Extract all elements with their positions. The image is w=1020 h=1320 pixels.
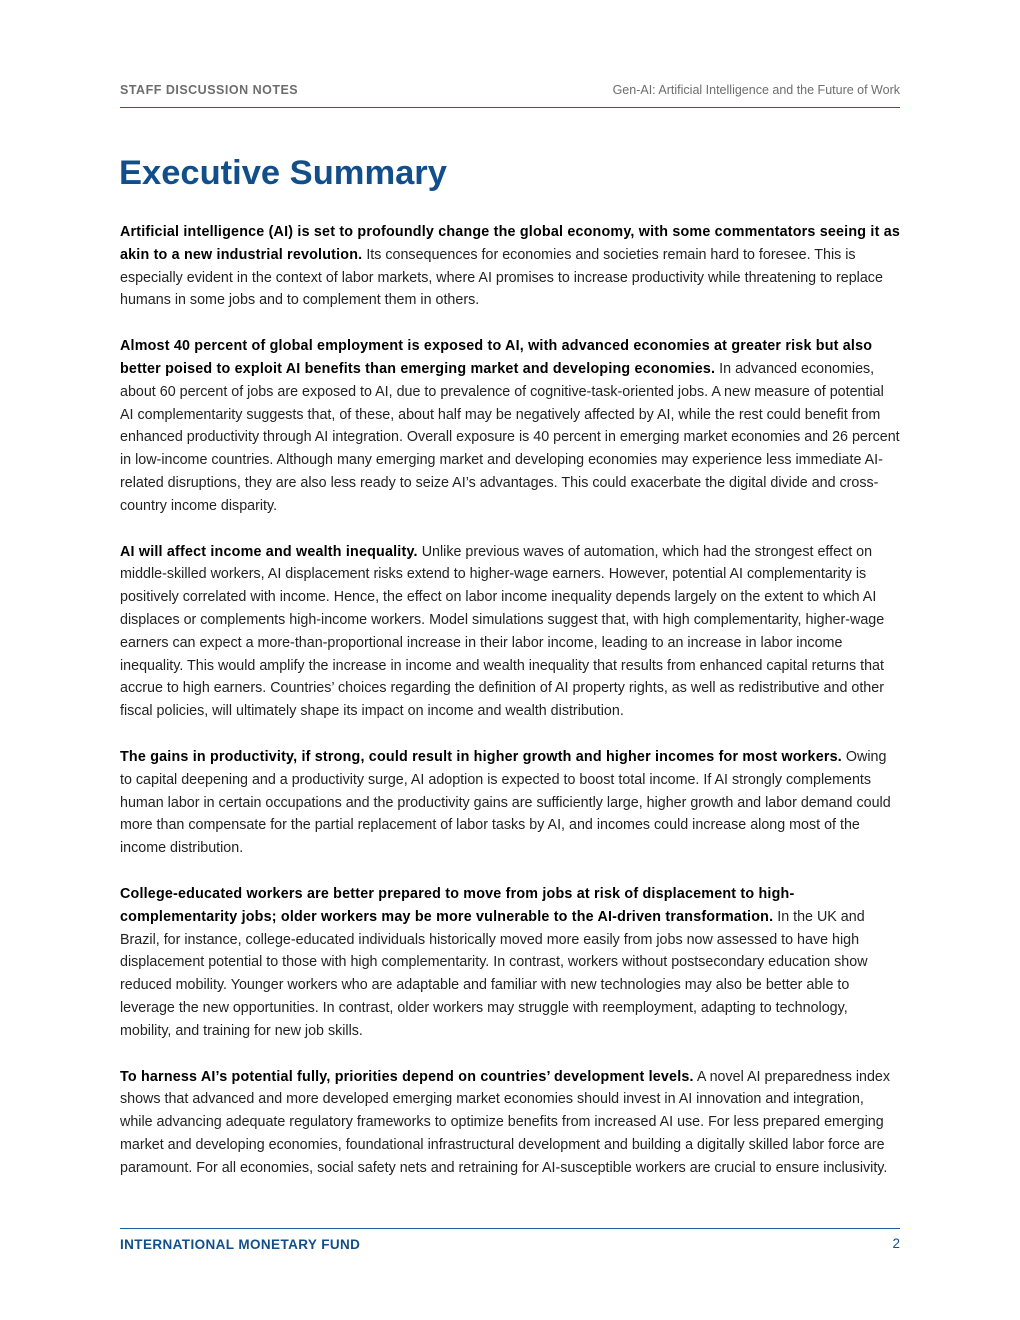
header-document-title: Gen-AI: Artificial Intelligence and the Future of Work bbox=[612, 83, 900, 97]
footer-divider bbox=[120, 1228, 900, 1229]
paragraph-text: In the UK and Brazil, for instance, college-educated individuals historically moved more easily from jobs now assessed to have high displacement potential to those with high complementarity. In contrast, workers without postsecondary education show reduced mobility. Younger workers who are adaptable and familiar with new technologies may also be better able to leverage the new opportunities. In contrast, older workers may struggle with reemployment, adapting to technology, mobility, and training for new job skills. bbox=[120, 908, 868, 1039]
paragraph-priorities bbox=[120, 1066, 900, 1180]
paragraph-lead: Almost 40 percent of global employment is exposed to AI, with advanced economies at greater risk but also better poised to exploit AI benefits than emerging market and developing economies. bbox=[120, 338, 873, 377]
page-header bbox=[120, 83, 900, 108]
paragraph-productivity-gains bbox=[120, 746, 900, 860]
paragraph-ai-global-economy bbox=[120, 221, 900, 312]
paragraph-text: Its consequences for economies and societies remain hard to foresee. This is especially evident in the context of labor markets, where AI promises to increase productivity while threatening to replace humans in some jobs and to complement them in others. bbox=[120, 246, 883, 309]
footer-organization: INTERNATIONAL MONETARY FUND bbox=[120, 1237, 361, 1252]
paragraph-text: Unlike previous waves of automation, which had the strongest effect on middle-skilled workers, AI displacement risks extend to higher-wage earners. However, potential AI complementarity is positively correlated with income. Hence, the effect on labor income inequality depends largely on the extent to which AI displaces or complements high-income workers. Model simulations suggest that, with high complementarity, higher-wage earners can expect a more-than-proportional increase in their labor income, leading to an increase in labor income inequality. This would amplify the increase in income and wealth inequality that results from enhanced capital returns that accrue to high earners. Countries’ choices regarding the definition of AI property rights, as well as redistributive and other fiscal policies, will ultimately shape its impact on income and wealth distribution. bbox=[120, 543, 885, 720]
paragraph-lead: AI will affect income and wealth inequality. bbox=[120, 543, 418, 560]
paragraph-text: Owing to capital deepening and a productivity surge, AI adoption is expected to boost total income. If AI strongly complements human labor in certain occupations and the productivity gains are sufficiently large, higher growth and labor demand could more than compensate for the partial replacement of labor tasks by AI, and incomes could increase along most of the income distribution. bbox=[120, 748, 891, 857]
paragraph-text: In advanced economies, about 60 percent of jobs are exposed to AI, due to prevalence of cognitive-task-oriented jobs. A new measure of potential AI complementarity suggests that, of these, about half may be negatively affected by AI, while the rest could benefit from enhanced productivity through AI integration. Overall exposure is 40 percent in emerging market economies and 26 percent in low-income countries. Although many emerging market and developing economies may experience less immediate AI-related disruptions, they are also less ready to seize AI’s advantages. This could exacerbate the digital divide and cross-country income disparity. bbox=[120, 360, 900, 514]
paragraph-lead: To harness AI’s potential fully, priorities depend on countries’ development levels. bbox=[120, 1068, 694, 1085]
paragraph-lead: The gains in productivity, if strong, could result in higher growth and higher incomes for most workers. bbox=[120, 748, 842, 765]
summary-body bbox=[120, 221, 900, 1202]
page-number: 2 bbox=[892, 1236, 900, 1251]
header-series-label: STAFF DISCUSSION NOTES bbox=[120, 83, 299, 97]
paragraph-worker-mobility bbox=[120, 883, 900, 1043]
paragraph-inequality bbox=[120, 541, 900, 723]
paragraph-global-exposure bbox=[120, 335, 900, 517]
paragraph-text: A novel AI preparedness index shows that advanced and more developed emerging market economies should invest in AI innovation and integration, while advancing adequate regulatory frameworks to optimize benefits from increased AI use. For less prepared emerging market and developing economies, foundational infrastructural development and building a digitally skilled labor force are paramount. For all economies, social safety nets and retraining for AI-susceptible workers are crucial to ensure inclusivity. bbox=[120, 1068, 891, 1176]
paragraph-lead: College-educated workers are better prepared to move from jobs at risk of displacement to high-complementarity jobs; older workers may be more vulnerable to the AI-driven transformation. bbox=[120, 885, 795, 925]
page-title: Executive Summary bbox=[119, 154, 447, 192]
paragraph-lead: Artificial intelligence (AI) is set to profoundly change the global economy, with some commentators seeing it as akin to a new industrial revolution. bbox=[120, 224, 901, 263]
